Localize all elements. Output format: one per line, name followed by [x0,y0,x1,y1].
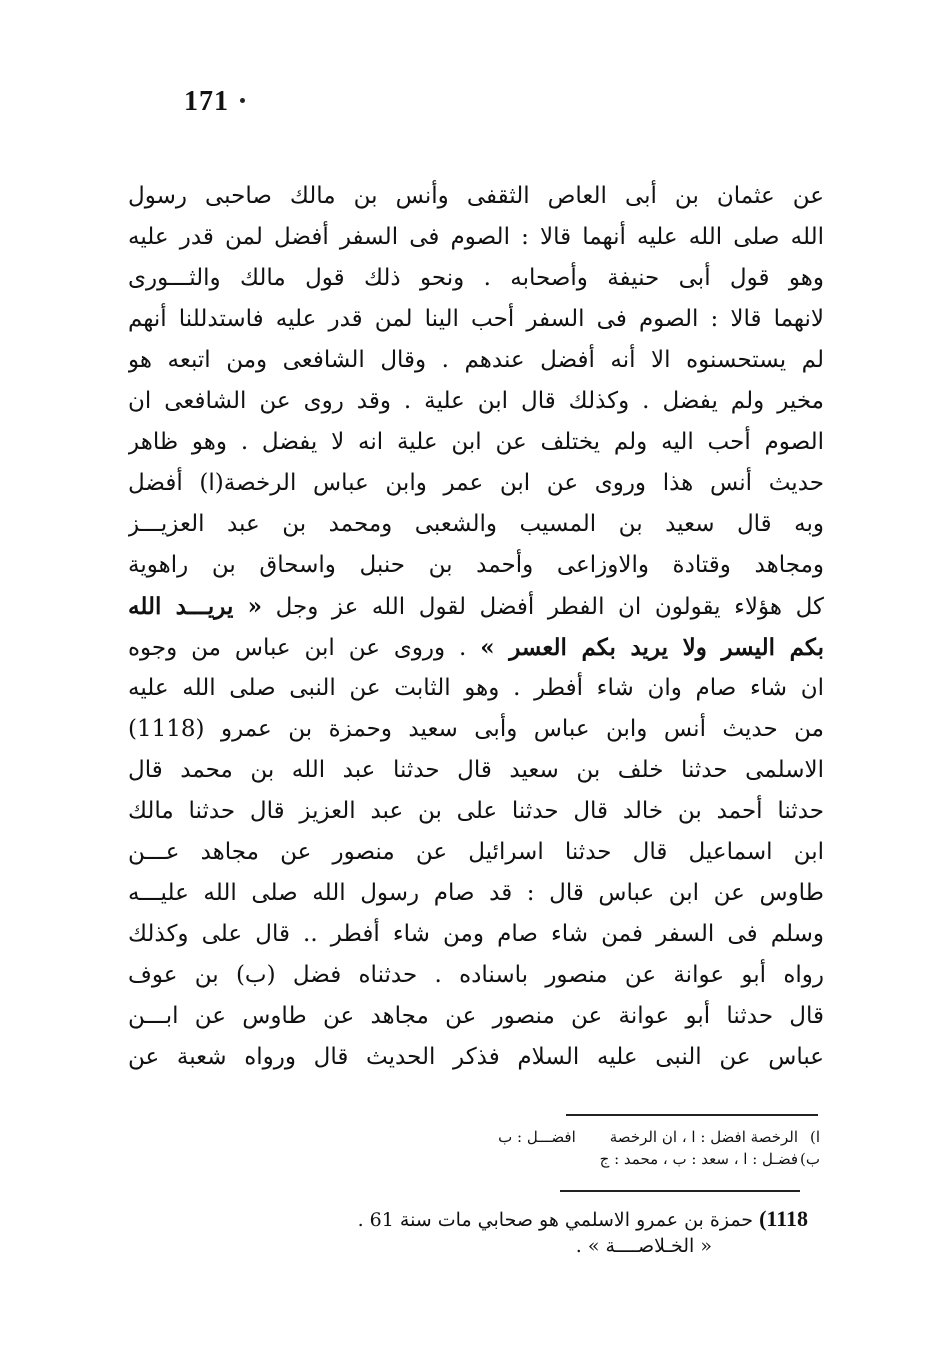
text-line: حديث أنس هذا وروى عن ابن عمر وابن عباس الرخصة(ا) أفضل [128,470,824,496]
text-line: عن عثمان بن أبى العاص الثقفى وأنس بن مالك صاحبى رسول [128,183,824,209]
text-line: قال حدثنا أبو عوانة عن منصور عن مجاهد عن طاوس عن ابـــن [128,1003,824,1029]
text-line: الله صلى الله عليه أنهما قالا : الصوم فى السفر أفضل لمن قدر عليه [128,224,824,250]
text-line: حدثنا أحمد بن خالد قال حدثنا على بن عبد العزيز قال حدثنا مالك [128,798,824,824]
text-line: من حديث أنس وابن عباس وأبى سعيد وحمزة بن عمرو (1118) [128,716,824,742]
text-line [128,627,824,668]
note-source: « الخـلاصــــة » . [575,1235,712,1257]
biographical-note [240,1206,808,1259]
text-line: ومجاهد وقتادة والاوزاعى وأحمد بن حنبل واسحاق بن راهوية [128,552,824,578]
footnote-text: الرخصة افضل : ا ، ان الرخصة [609,1128,798,1146]
footnotes [420,1126,820,1170]
text-line: ابن اسماعيل قال حدثنا اسرائيل عن منصور عن مجاهد عـــن [128,839,824,865]
text-line: لانهما قالا : الصوم فى السفر أحب الينا لمن قدر عليه فاستدللنا أنهم [128,306,824,332]
text-line: وسلم فى السفر فمن شاء صام ومن شاء أفطر .. قال على وكذلك [128,921,824,947]
footnote-text: فضـل : ا ، سعد : ب ، محمد : ج [599,1150,798,1168]
text-line-suffix: . وروى عن ابن عباس من وجوه [128,635,481,661]
note-text: حمزة بن عمرو الاسلمي هو صحابي مات سنة 61 . [357,1209,754,1231]
text-line: الاسلمى حدثنا خلف بن سعيد قال حدثنا عبد الله بن محمد قال [128,757,824,783]
footnote-divider [566,1114,818,1116]
note-line [240,1206,808,1233]
text-line-prefix: كل هؤلاء يقولون ان الفطر أفضل لقول الله عز وجل [262,594,824,620]
footnote-a [420,1126,820,1148]
text-line: لم يستحسنوه الا أنه أفضل عندهم . وقال الشافعى ومن اتبعه هو [128,347,824,373]
text-line: وهو قول أبى حنيفة وأصحابه . ونحو ذلك قول مالك والثـــورى [128,265,824,291]
note-divider [560,1190,800,1192]
footnote-variant: افضـــل : ب [498,1128,576,1146]
page-number: 171 [184,86,229,117]
text-line: الصوم أحب اليه ولم يختلف عن ابن علية انه لا يفضل . وهو ظاهر [128,429,824,455]
text-line: ان شاء صام وان شاء أفطر . وهو الثابت عن النبى صلى الله عليه [128,675,824,701]
text-line [128,586,824,627]
text-line: مخير ولم يفضل . وكذلك قال ابن علية . وقد روى عن الشافعى ان [128,388,824,414]
text-line: عباس عن النبى عليه السلام فذكر الحديث قال ورواه شعبة عن [128,1044,824,1070]
footnote-b [420,1148,820,1170]
text-line: رواه أبو عوانة عن منصور باسناده . حدثناه فضل (ب) بن عوف [128,962,824,988]
quran-quote-end: بكم اليسر ولا يريد بكم العسر » [480,634,824,661]
text-line: وبه قال سعيد بن المسيب والشعبى ومحمد بن عبد العزيـــز [128,511,824,537]
page-number-dot [240,98,245,103]
quran-quote-start: « يريـــد الله [128,593,263,620]
footnote-marker: ب) [800,1150,820,1168]
text-line: طاوس عن ابن عباس قال : قد صام رسول الله صلى الله عليـــه [128,880,824,906]
note-number: 1118) [759,1206,808,1231]
footnote-marker: ا) [809,1128,820,1146]
main-text [128,176,824,1078]
